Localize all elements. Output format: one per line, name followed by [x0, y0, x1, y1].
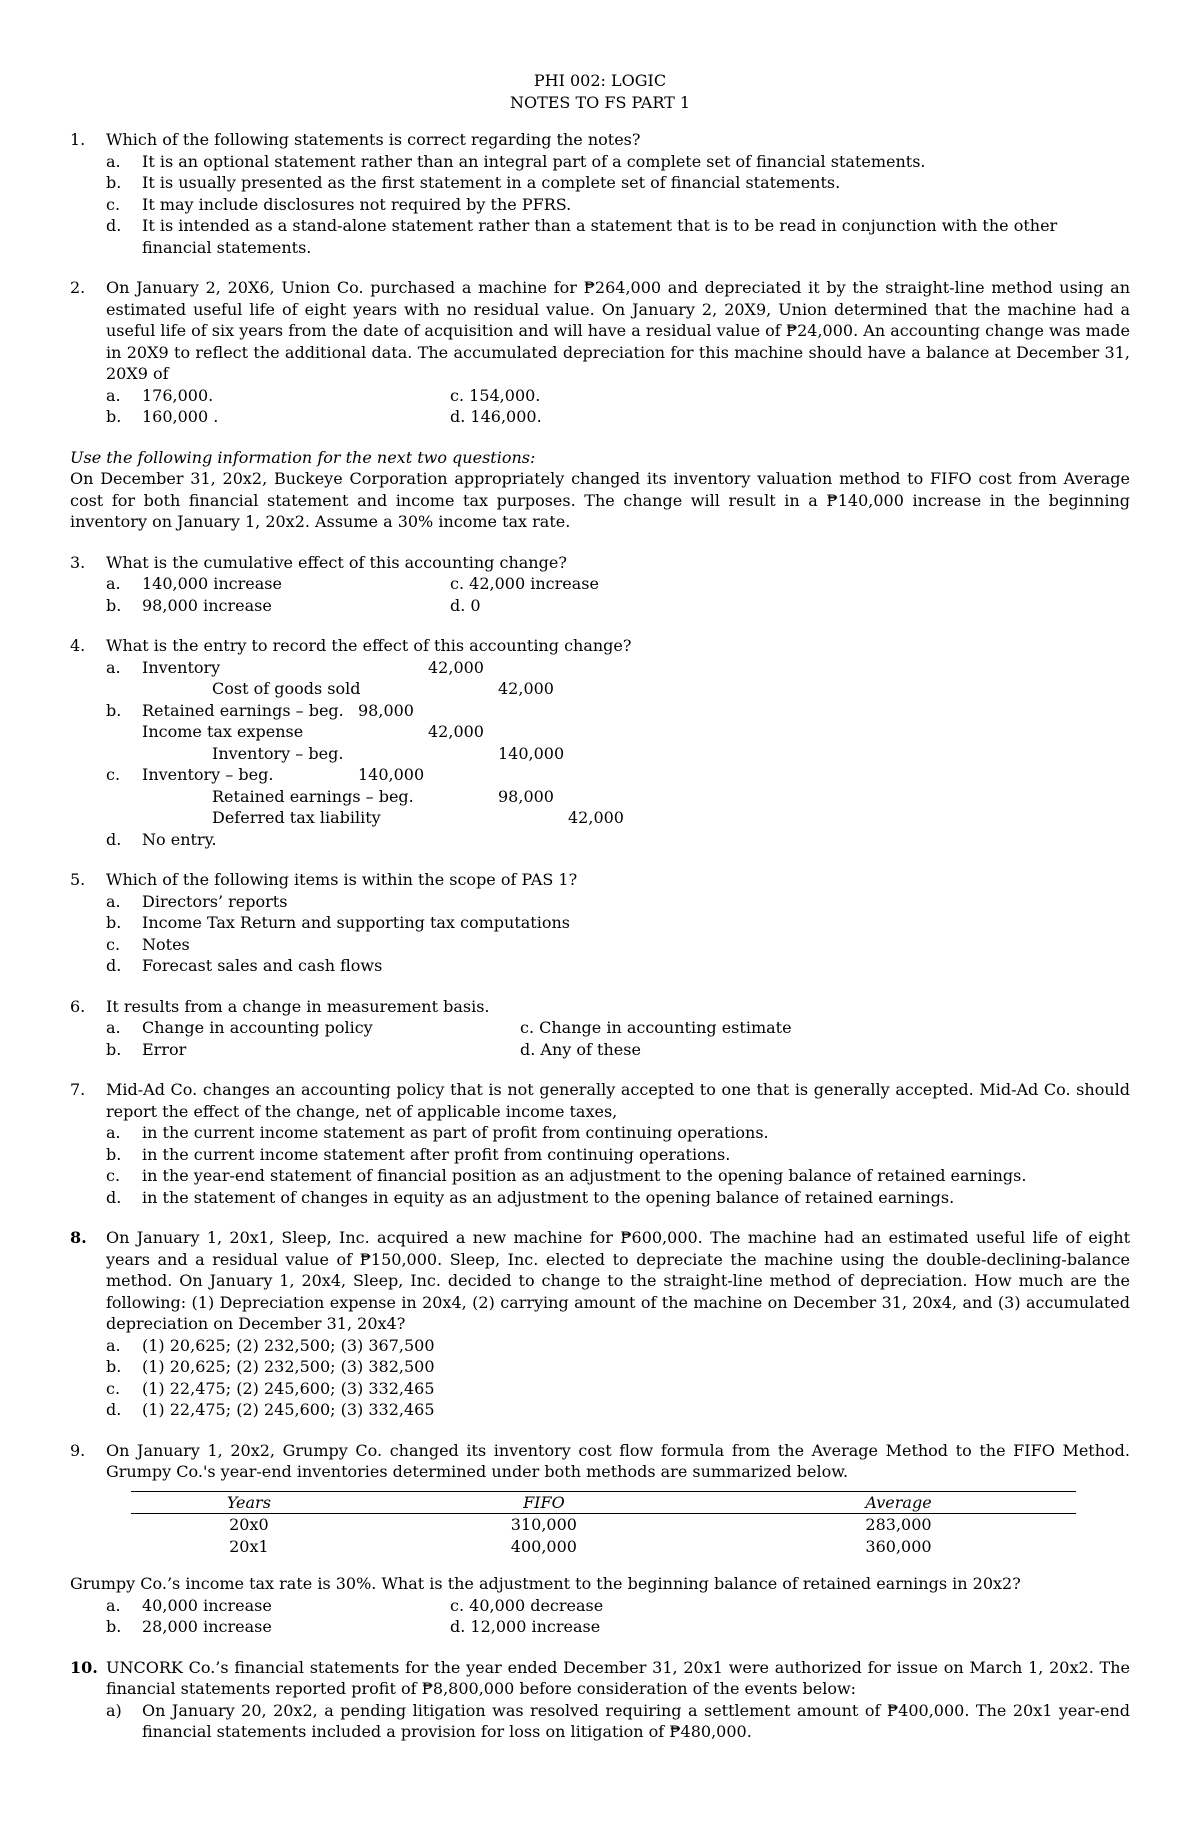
option-row: a. 140,000 increase c. 42,000 increase [106, 574, 599, 593]
question-number: 4. [70, 636, 86, 655]
question-number: 7. [70, 1080, 86, 1099]
journal-entries: a. Inventory 42,000 Cost of goods sold 42,000 b. Retained earnings – beg. 98,000 Income tax expense 42,000 Inventory – beg. 140,000 c. Inventory – beg. 140,000 Retained earnings – beg. 98,000 Deferred tax liability 42,000 d. No entry. [106, 657, 624, 849]
option-row: b. 160,000 . d. 146,000. [106, 407, 542, 426]
option: a. Directors’ reports [106, 891, 288, 911]
option-row: b. 28,000 increase d. 12,000 increase [106, 1617, 601, 1636]
question-number: 3. [70, 552, 86, 572]
question-number: 9. [70, 1440, 86, 1460]
question-text: It results from a change in measurement basis. [106, 996, 490, 1016]
course-title: PHI 002: LOGIC [533, 71, 667, 90]
sub-item: a) On January 20, 20x2, a pending litigation was resolved requiring a settlement amount of ₱400,000. The 20x1 year-end financial statements included a provision for loss on litigation of ₱480,000. [106, 1700, 1130, 1741]
question-7 [70, 1079, 1130, 1208]
option: a. in the current income statement as part of profit from continuing operations. [106, 1123, 769, 1142]
question-text: What is the entry to record the effect of this accounting change? [106, 636, 632, 655]
question-1 [70, 129, 1130, 258]
question-number: 10. [70, 1657, 98, 1677]
question-text: On January 1, 20x1, Sleep, Inc. acquired a new machine for ₱600,000. The machine had an estimated useful life of eight years and a residual value of ₱150,000. Sleep, Inc. elected to depreciate the machine using the double-declining-balance method. On January 1, 20x4, Sleep, Inc. decided to change to the straight-line method of depreciation. How much are the following: (1) Depreciation expense in 20x4, (2) carrying amount of the machine on December 31, 20x4, and (3) accumulated depreciation on December 31, 20x4? [106, 1228, 1130, 1333]
table-row: 20x0 310,000 283,000 [229, 1515, 932, 1534]
option: c. It may include disclosures not required by the PFRS. [106, 194, 572, 214]
option: a. It is an optional statement rather than an integral part of a complete set of financial statements. [106, 151, 926, 171]
inventory-table [131, 1491, 1076, 1558]
option: c. in the year-end statement of financial position as an adjustment to the opening balance of retained earnings. [106, 1166, 1027, 1185]
info-block [70, 447, 1130, 533]
question-number: 5. [70, 870, 86, 889]
option: d. (1) 22,475; (2) 245,600; (3) 332,465 [106, 1400, 435, 1419]
info-text: On December 31, 20x2, Buckeye Corporation appropriately changed its inventory valuation method to FIFO cost from Average cost for both financial statement and income tax purposes. The change will result in a ₱140,000 increase in the beginning inventory on January 1, 20x2. Assume a 30% income tax rate. [70, 469, 1130, 531]
document-page [70, 70, 1130, 1743]
question-4 [70, 635, 1130, 850]
option-row: b. 98,000 increase d. 0 [106, 595, 481, 615]
document-subtitle: NOTES TO FS PART 1 [509, 92, 691, 112]
option-row: b. Error d. Any of these [106, 1039, 641, 1059]
question-text: What is the cumulative effect of this accounting change? [106, 552, 567, 572]
option-row: a. 176,000. c. 154,000. [106, 385, 541, 405]
question-10 [70, 1657, 1130, 1743]
table-header-row: Years FIFO Average [131, 1491, 1076, 1514]
option: b. It is usually presented as the first statement in a complete set of financial statements. [106, 173, 841, 192]
question-2 [70, 277, 1130, 428]
option: d. in the statement of changes in equity as an adjustment to the opening balance of retained earnings. [106, 1187, 955, 1207]
question-number: 8. [70, 1228, 87, 1247]
info-label: Use the following information for the next two questions: [70, 447, 536, 467]
question-text: On January 1, 20x2, Grumpy Co. changed its inventory cost flow formula from the Average Method to the FIFO Method. Grumpy Co.'s year-end inventories determined under both methods are summarized below. [106, 1440, 1130, 1481]
question-5 [70, 869, 1130, 977]
question-text: Mid-Ad Co. changes an accounting policy that is not generally accepted to one that is generally accepted. Mid-Ad Co. should report the effect of the change, net of applicable income taxes, [106, 1080, 1130, 1121]
question-text: Grumpy Co.’s income tax rate is 30%. What is the adjustment to the beginning balance of retained earnings in 20x2? [70, 1574, 1021, 1593]
question-text: On January 2, 20X6, Union Co. purchased a machine for ₱264,000 and depreciated it by the straight-line method using an estimated useful life of eight years with no residual value. On January 2, 20X9, Union determined that the machine had a useful life of six years from the date of acquisition and will have a residual value of ₱24,000. An accounting change was made in 20X9 to reflect the additional data. The accumulated depreciation for this machine should have a balance at December 31, 20X9 of [106, 278, 1130, 383]
question-number: 1. [70, 130, 86, 149]
question-3 [70, 552, 1130, 617]
question-6 [70, 996, 1130, 1061]
question-9 [70, 1440, 1130, 1638]
option: b. in the current income statement after profit from continuing operations. [106, 1144, 731, 1164]
question-number: 6. [70, 996, 86, 1016]
option: d. It is intended as a stand-alone statement rather than a statement that is to be read in conjunction with the other financial statements. [106, 216, 1058, 257]
option: b. (1) 20,625; (2) 232,500; (3) 382,500 [106, 1357, 435, 1376]
option: d. Forecast sales and cash flows [106, 956, 383, 975]
question-text: Which of the following statements is correct regarding the notes? [106, 130, 641, 149]
option-row: a. 40,000 increase c. 40,000 decrease [106, 1595, 604, 1615]
question-text: Which of the following items is within the scope of PAS 1? [106, 870, 578, 889]
question-8 [70, 1227, 1130, 1421]
option-row: a. Change in accounting policy c. Change in accounting estimate [106, 1018, 792, 1037]
question-number: 2. [70, 278, 86, 297]
option: a. (1) 20,625; (2) 232,500; (3) 367,500 [106, 1335, 435, 1355]
option: b. Income Tax Return and supporting tax computations [106, 913, 570, 932]
question-text: UNCORK Co.’s financial statements for the year ended December 31, 20x1 were authorized for issue on March 1, 20x2. The financial statements reported profit of ₱8,800,000 before consideration of the events below: [106, 1657, 1130, 1698]
option: c. (1) 22,475; (2) 245,600; (3) 332,465 [106, 1378, 435, 1398]
table-row: 20x1 400,000 360,000 [229, 1536, 932, 1556]
option: c. Notes [106, 934, 190, 954]
